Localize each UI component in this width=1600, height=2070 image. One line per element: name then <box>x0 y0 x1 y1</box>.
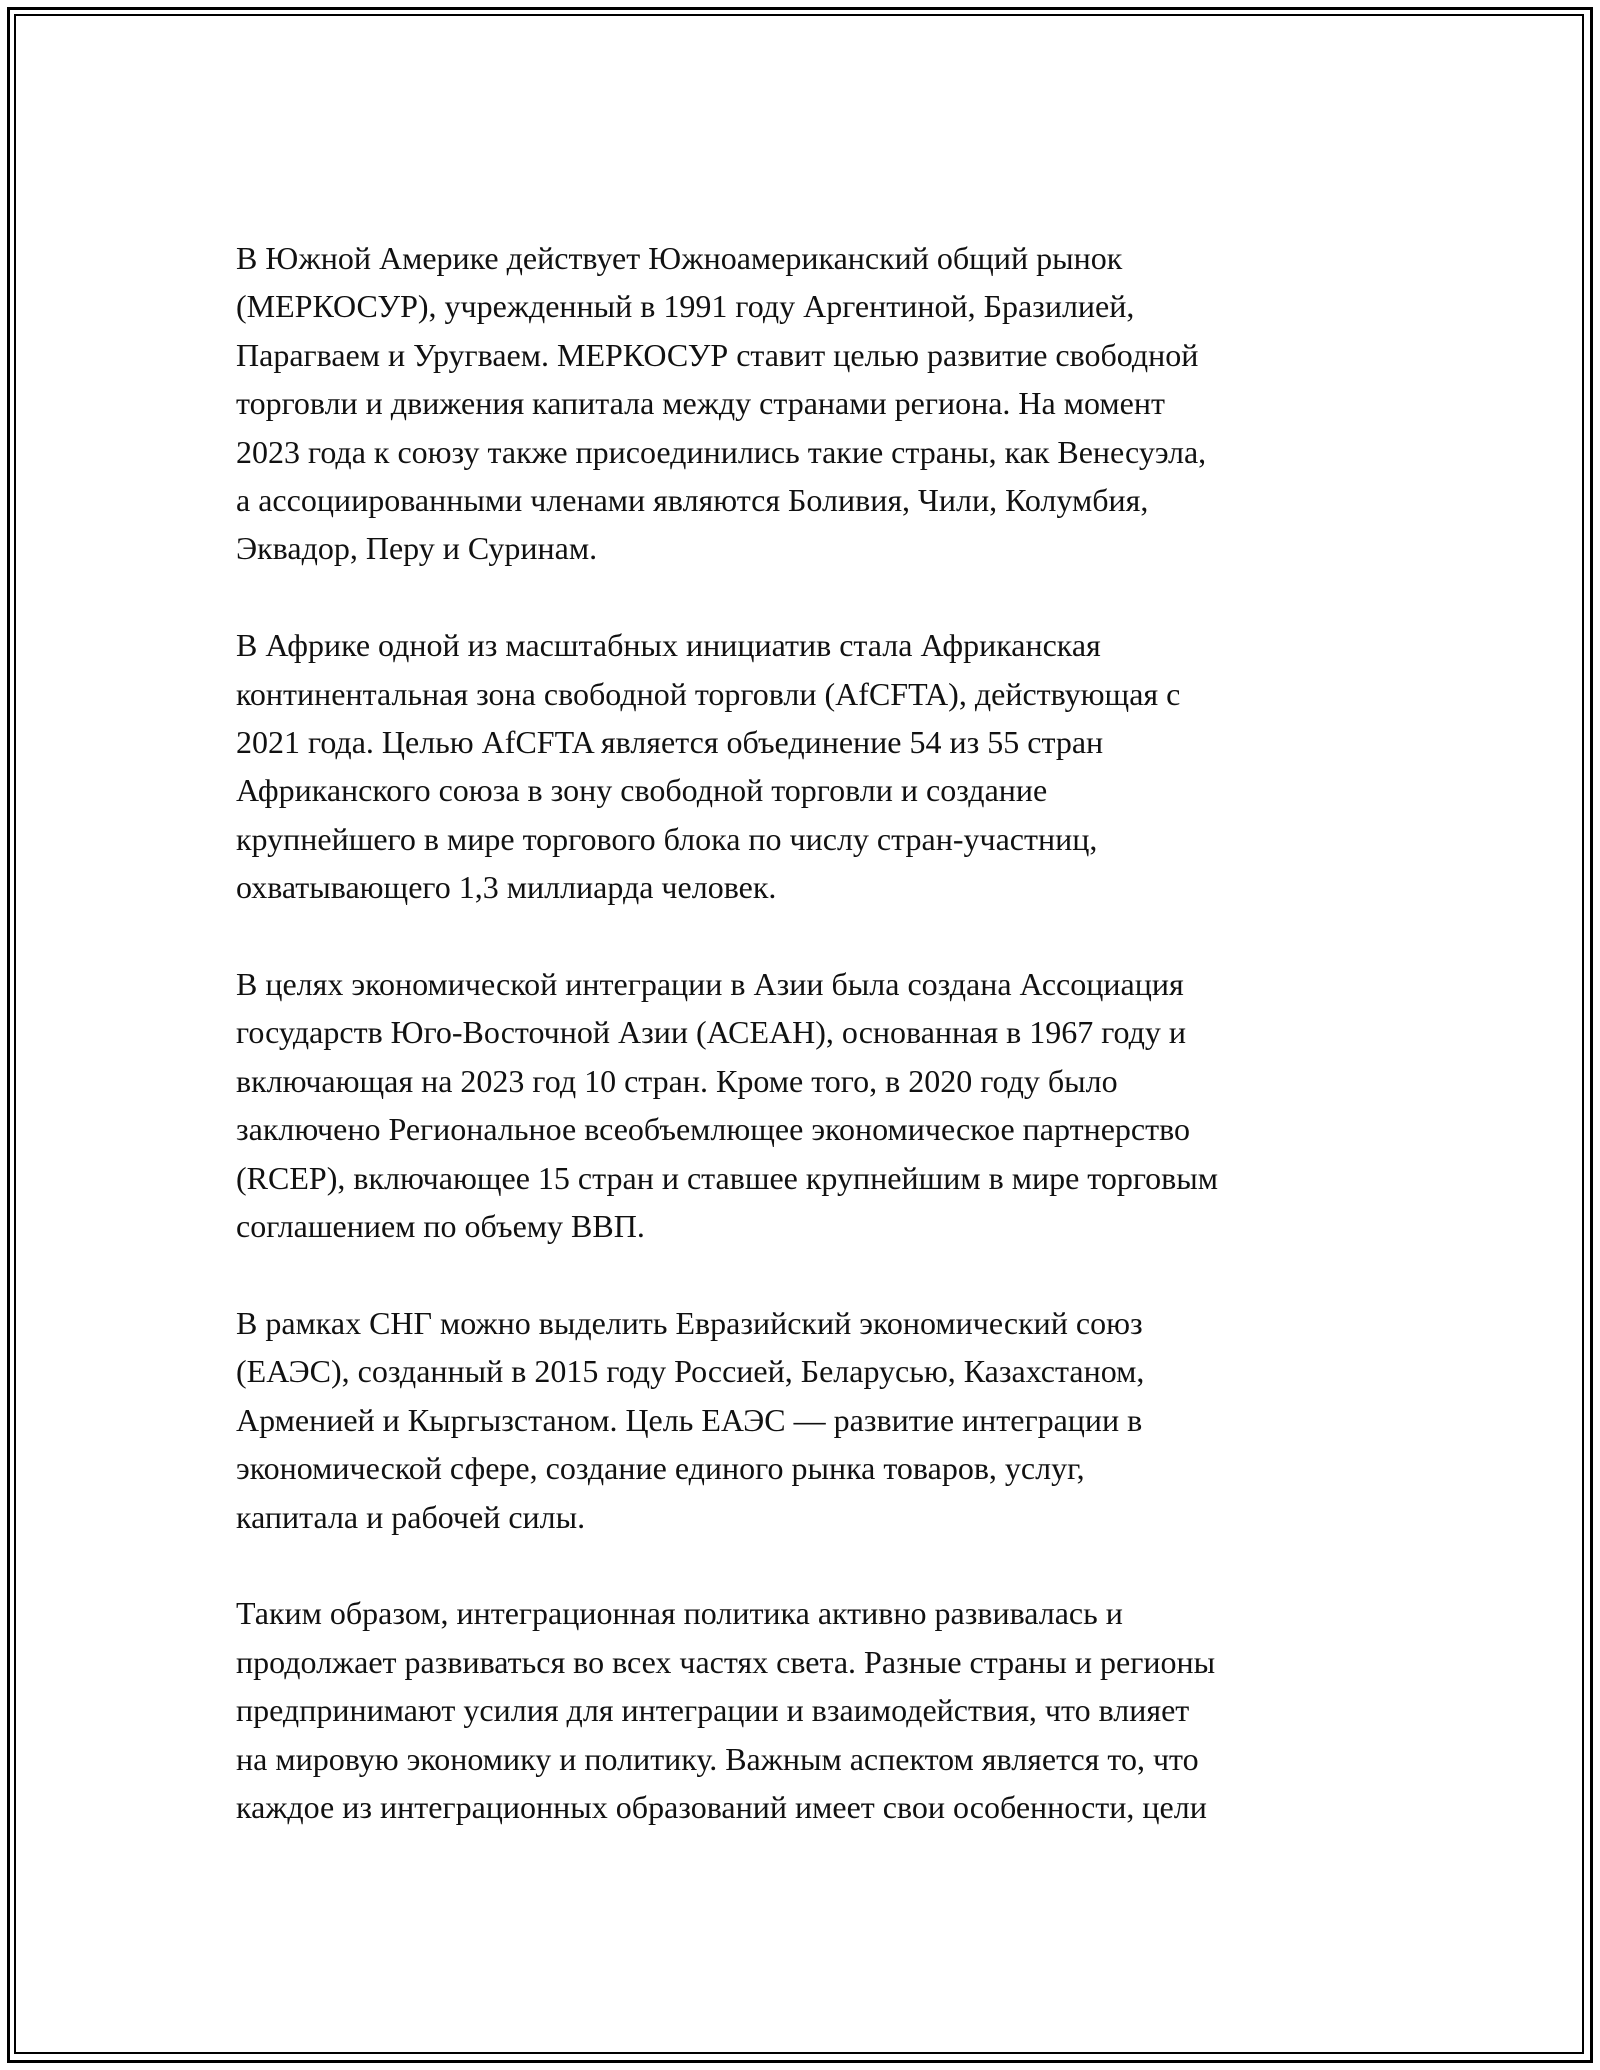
text-line: капитала и рабочей силы. <box>236 1498 586 1535</box>
text-line: продолжает развиваться во всех частях света. Разные страны и регионы <box>236 1643 1216 1680</box>
text-line: государств Юго-Восточной Азии (АСЕАН), основанная в 1967 году и <box>236 1014 1187 1051</box>
document-body <box>236 234 1386 1880</box>
text-line: Парагваем и Уругваем. МЕРКОСУР ставит целью развитие свободной <box>236 336 1199 373</box>
paragraph-asia <box>236 960 1386 1250</box>
text-line: (ЕАЭС), созданный в 2015 году Россией, Беларусью, Казахстаном, <box>236 1353 1145 1390</box>
text-line: крупнейшего в мире торгового блока по числу стран-участниц, <box>236 820 1098 857</box>
text-line: на мировую экономику и политику. Важным аспектом является то, что <box>236 1740 1199 1777</box>
text-line: каждое из интеграционных образований имеет свои особенности, цели <box>236 1788 1207 1825</box>
text-line: включающая на 2023 год 10 стран. Кроме того, в 2020 году было <box>236 1062 1118 1099</box>
text-line: Эквадор, Перу и Суринам. <box>236 530 598 567</box>
text-line: торговли и движения капитала между странами региона. На момент <box>236 385 1165 422</box>
paragraph-conclusion <box>236 1589 1386 1831</box>
text-line: континентальная зона свободной торговли (AfCFTA), действующая с <box>236 675 1181 712</box>
text-line: а ассоциированными членами являются Боливия, Чили, Колумбия, <box>236 482 1149 519</box>
text-line: В Южной Америке действует Южноамериканский общий рынок <box>236 240 1123 276</box>
text-line: предпринимают усилия для интеграции и взаимодействия, что влияет <box>236 1692 1190 1729</box>
paragraph-cis <box>236 1299 1386 1541</box>
text-line: В Африке одной из масштабных инициатив стала Африканская <box>236 627 1101 664</box>
text-line: Таким образом, интеграционная политика активно развивалась и <box>236 1595 1123 1632</box>
text-line: (RCEP), включающее 15 стран и ставшее крупнейшим в мире торговым <box>236 1159 1219 1196</box>
text-line: соглашением по объему ВВП. <box>236 1208 645 1245</box>
text-line: В рамках СНГ можно выделить Евразийский экономический союз <box>236 1304 1143 1341</box>
text-line: Африканского союза в зону свободной торговли и создание <box>236 772 1048 809</box>
text-line: 2021 года. Целью AfCFTA является объединение 54 из 55 стран <box>236 724 1104 761</box>
text-line: охватывающего 1,3 миллиарда человек. <box>236 869 777 906</box>
text-line: заключено Региональное всеобъемлющее экономическое партнерство <box>236 1111 1190 1148</box>
text-line: Арменией и Кыргызстаном. Цель ЕАЭС — развитие интеграции в <box>236 1401 1143 1438</box>
text-line: экономической сфере, создание единого рынка товаров, услуг, <box>236 1450 1085 1487</box>
text-line: (МЕРКОСУР), учрежденный в 1991 году Аргентиной, Бразилией, <box>236 288 1135 325</box>
paragraph-africa <box>236 621 1386 911</box>
paragraph-south-america <box>236 234 1386 573</box>
text-line: В целях экономической интеграции в Азии была создана Ассоциация <box>236 966 1184 1003</box>
text-line: 2023 года к союзу также присоединились такие страны, как Венесуэла, <box>236 433 1207 470</box>
